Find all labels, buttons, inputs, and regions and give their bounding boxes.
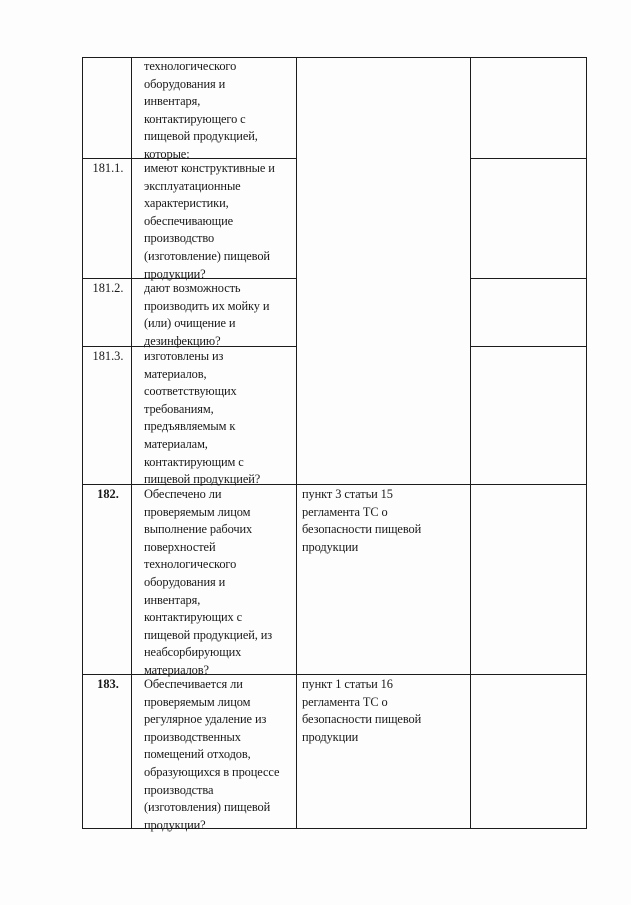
table-border-left bbox=[82, 57, 83, 829]
row-separator bbox=[470, 346, 587, 347]
table-divider-question bbox=[296, 57, 297, 829]
row-number: 181.3. bbox=[92, 349, 124, 363]
row-reference: пункт 1 статьи 16 регламента ТС о безопасности пищевой продукции bbox=[302, 677, 422, 744]
row-separator bbox=[470, 158, 587, 159]
row-number: 183. bbox=[97, 677, 119, 691]
row-separator bbox=[470, 278, 587, 279]
row-reference: пункт 3 статьи 15 регламента ТС о безопасности пищевой продукции bbox=[302, 487, 422, 554]
row-question: изготовлены из материалов, соответствующих требованиям, предъявляемым к материалам, контактирующим с пищевой продукцией? bbox=[144, 349, 261, 487]
row-number: 181.2. bbox=[92, 281, 124, 295]
row-question: технологического оборудования и инвентаря, контактирующего с пищевой продукцией, которые: bbox=[144, 59, 258, 161]
table-divider-reference bbox=[470, 57, 471, 829]
row-question: Обеспечивается ли проверяемым лицом регулярное удаление из производственных помещений отходов, образующихся в процессе производства (изготовления) пищевой продукции? bbox=[144, 677, 280, 832]
row-question: имеют конструктивные и эксплуатационные характеристики, обеспечивающие производство (изготовление) пищевой продукции? bbox=[144, 161, 275, 281]
row-number: 182. bbox=[97, 487, 119, 501]
row-number: 181.1. bbox=[92, 161, 124, 175]
table-border-right bbox=[586, 57, 587, 829]
row-question: дают возможность производить их мойку и (или) очищение и дезинфекцию? bbox=[144, 281, 270, 348]
row-question: Обеспечено ли проверяемым лицом выполнение рабочих поверхностей технологического оборудования и инвентаря, контактирующих с пищевой продукцией, из неабсорбирующих материалов? bbox=[144, 487, 273, 677]
